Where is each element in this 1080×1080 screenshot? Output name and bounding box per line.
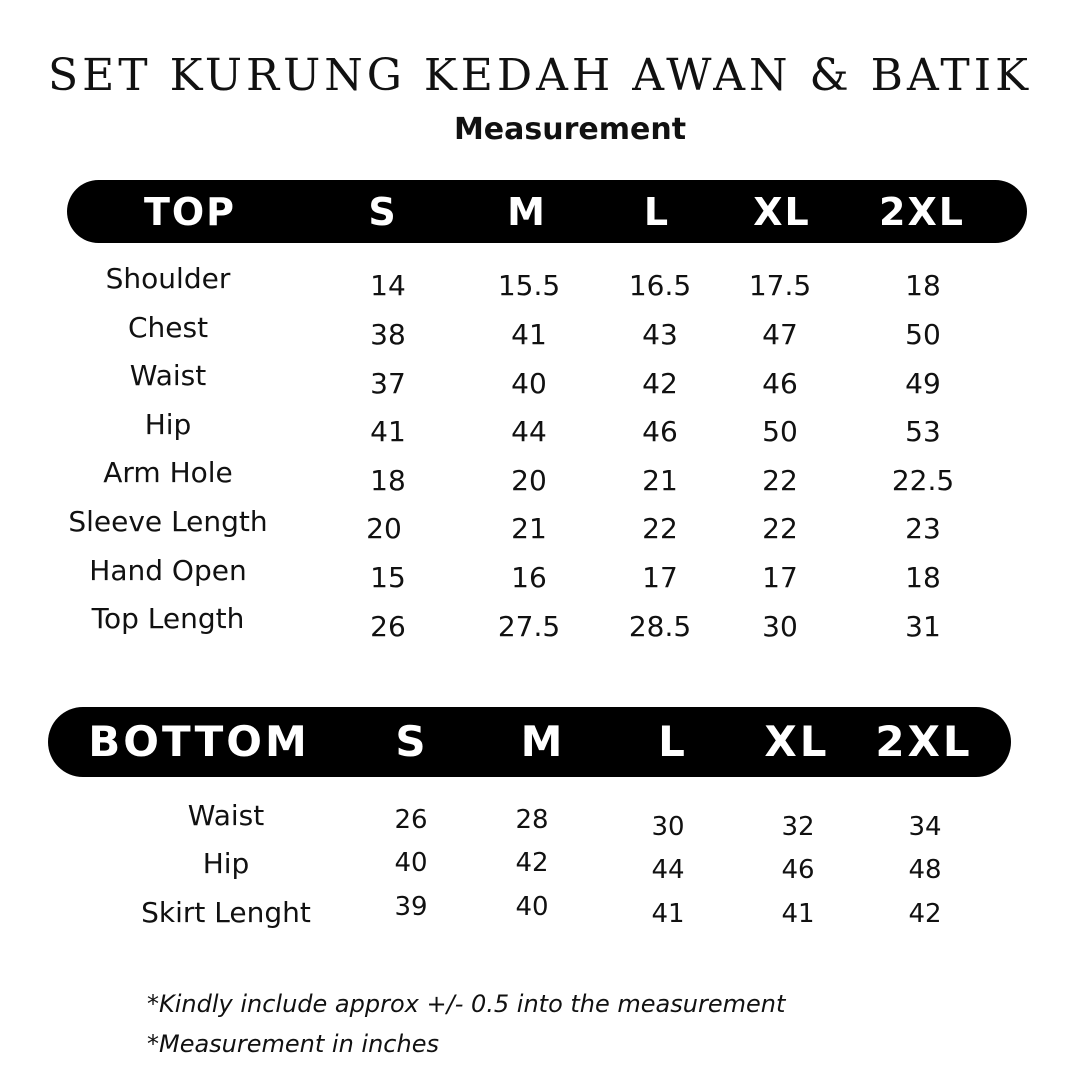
page-title: SET KURUNG KEDAH AWAN & BATIK <box>48 50 1032 101</box>
bottom-cell: 26 <box>394 805 428 835</box>
top-cell: 15 <box>370 561 406 594</box>
top-cell: 22 <box>762 512 798 545</box>
top-header-label: TOP <box>143 190 237 234</box>
top-size-xl: XL <box>753 190 811 234</box>
bottom-header-label: BOTTOM <box>88 717 310 766</box>
bottom-cell: 34 <box>908 812 942 842</box>
top-cell: 49 <box>905 367 941 400</box>
bottom-row-label: Waist <box>187 799 265 832</box>
top-cell: 53 <box>905 415 941 448</box>
top-cell: 38 <box>370 318 406 351</box>
top-cell: 50 <box>762 415 798 448</box>
top-row-label: Sleeve Length <box>68 505 268 538</box>
top-cell: 22 <box>642 512 678 545</box>
top-cell: 17 <box>642 561 678 594</box>
bottom-cell: 30 <box>651 812 685 842</box>
top-cell: 15.5 <box>497 269 561 302</box>
top-cell: 20 <box>366 512 402 545</box>
top-row-label: Hip <box>144 408 192 441</box>
top-cell: 41 <box>370 415 406 448</box>
bottom-row-label: Hip <box>202 847 250 880</box>
bottom-cell: 32 <box>781 812 815 842</box>
top-cell: 17 <box>762 561 798 594</box>
top-row-label: Shoulder <box>105 262 231 295</box>
top-cell: 30 <box>762 610 798 643</box>
bottom-cell: 39 <box>394 892 428 922</box>
bottom-cell: 40 <box>515 892 549 922</box>
top-cell: 27.5 <box>497 610 561 643</box>
top-row-label: Hand Open <box>89 554 247 587</box>
top-row-label: Waist <box>129 359 207 392</box>
bottom-size-2xl: 2XL <box>875 717 973 766</box>
bottom-size-l: L <box>658 717 688 766</box>
top-cell: 46 <box>642 415 678 448</box>
top-cell: 21 <box>642 464 678 497</box>
top-cell: 18 <box>905 269 941 302</box>
bottom-cell: 41 <box>651 899 685 929</box>
top-size-s: S <box>368 190 398 234</box>
top-cell: 41 <box>511 318 547 351</box>
top-cell: 43 <box>642 318 678 351</box>
bottom-size-m: M <box>520 717 566 766</box>
bottom-cell: 42 <box>908 899 942 929</box>
top-cell: 18 <box>905 561 941 594</box>
bottom-cell: 46 <box>781 855 815 885</box>
bottom-cell: 48 <box>908 855 942 885</box>
bottom-cell: 41 <box>781 899 815 929</box>
top-cell: 21 <box>511 512 547 545</box>
page-subtitle: Measurement <box>453 112 687 147</box>
top-cell: 18 <box>370 464 406 497</box>
top-cell: 44 <box>511 415 547 448</box>
top-cell: 16.5 <box>628 269 692 302</box>
bottom-size-xl: XL <box>764 717 830 766</box>
top-row-label: Top Length <box>91 602 245 635</box>
note-tolerance: *Kindly include approx +/- 0.5 into the measurement <box>147 990 786 1018</box>
top-cell: 22 <box>762 464 798 497</box>
top-cell: 50 <box>905 318 941 351</box>
bottom-size-s: S <box>395 717 429 766</box>
top-cell: 17.5 <box>748 269 812 302</box>
bottom-cell: 42 <box>515 848 549 878</box>
top-cell: 28.5 <box>628 610 692 643</box>
top-size-l: L <box>643 190 671 234</box>
top-cell: 31 <box>905 610 941 643</box>
bottom-cell: 44 <box>651 855 685 885</box>
top-row-label: Chest <box>127 311 209 344</box>
bottom-row-label: Skirt Lenght <box>141 896 311 929</box>
top-cell: 42 <box>642 367 678 400</box>
top-cell: 14 <box>370 269 406 302</box>
top-cell: 46 <box>762 367 798 400</box>
top-cell: 47 <box>762 318 798 351</box>
top-cell: 26 <box>370 610 406 643</box>
top-cell: 16 <box>511 561 547 594</box>
bottom-cell: 40 <box>394 848 428 878</box>
top-cell: 23 <box>905 512 941 545</box>
top-cell: 20 <box>511 464 547 497</box>
bottom-cell: 28 <box>515 805 549 835</box>
top-size-m: M <box>507 190 547 234</box>
top-size-2xl: 2XL <box>879 190 965 234</box>
top-row-label: Arm Hole <box>103 456 233 489</box>
top-cell: 22.5 <box>891 464 955 497</box>
top-cell: 40 <box>511 367 547 400</box>
top-cell: 37 <box>370 367 406 400</box>
note-units: *Measurement in inches <box>147 1030 439 1058</box>
